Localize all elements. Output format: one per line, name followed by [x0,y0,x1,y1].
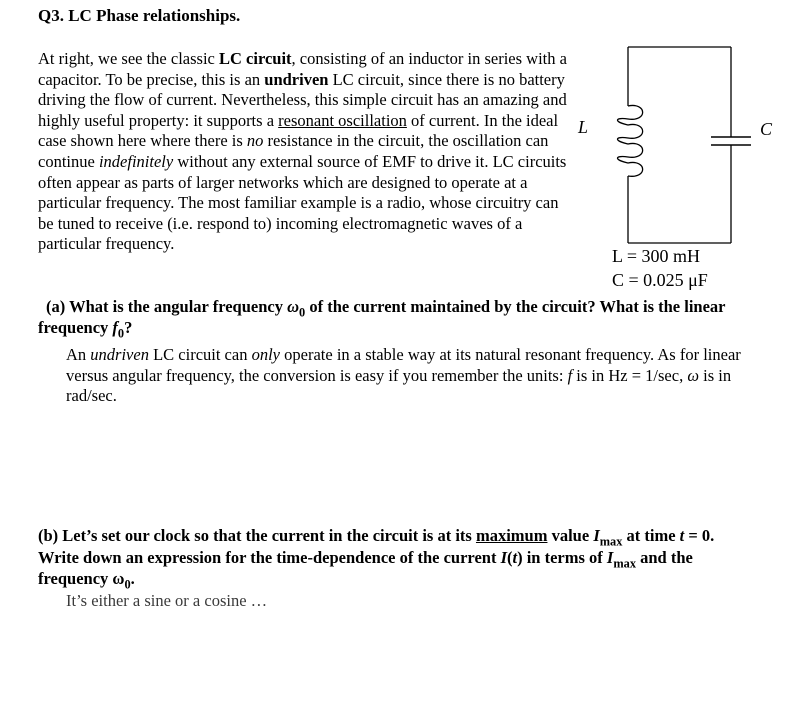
part-b-text-7: . [130,569,135,588]
intro-lc-circuit: LC circuit [218,49,292,68]
part-a-text-2: of the current maintained by the circuit? What is the linear frequency [38,297,726,337]
inductor-coil [618,105,643,176]
intro-text-4: of current. In the ideal case shown here where there is [38,110,559,151]
inductance-value: L = 300 mH [612,246,700,266]
hint-a-text-2: LC circuit can [148,345,252,364]
part-a-question [38,297,728,338]
intro-resonant-oscillation: resonant oscillation [278,110,407,130]
part-b-text-6: and the frequency [38,547,693,588]
part-b-paren-close: ) [517,547,523,567]
hint-a-text-4: is in Hz = 1/sec, [572,365,688,385]
part-a-omega-subscript: 0 [299,305,306,320]
part-b-paren-open: ( [507,547,513,567]
intro-paragraph [38,49,568,255]
part-b-text-2: value [547,526,594,545]
part-b-max-subscript: max [599,534,623,549]
intro-text-3: LC circuit, since there is no battery driving the flow of current. Nevertheless, this simple circuit has an amazing and highly useful property: it supports a [38,69,567,130]
intro-text-5: resistance in the circuit, the oscillation can continue [38,131,549,171]
hint-a-only: only [251,345,281,364]
part-a-hint [66,345,756,407]
intro-undriven: undriven [264,69,329,89]
part-b-t2: t [512,547,518,567]
intro-text-1: At right, we see the classic [38,49,219,68]
intro-no: no [246,131,264,151]
part-b-text-5: in terms of [522,547,607,567]
inductor-label: L [578,117,589,137]
hint-a-text-5: is in rad/sec. [66,365,732,406]
lc-circuit-diagram [570,40,790,245]
hint-a-omega: ω [687,365,699,385]
part-b-I2: I [606,547,614,567]
intro-text-6: without any external source of EMF to drive it. LC circuits often appear as parts of larger networks which are designed to operate at a particular frequency. The most familiar example is a radio, whose circuitry can be tuned to receive (i.e. respond to) incoming electromagnetic waves of a particular frequency. [38,151,567,254]
part-b-I: I [593,526,600,545]
part-b-text-4: = 0. Write down an expression for the time-dependence of the current [38,526,715,567]
part-b-hint: It’s either a sine or a cosine … [66,591,268,610]
question-title: Q3. LC Phase relationships. [38,6,241,25]
part-b-omega: ω [112,569,125,588]
hint-a-text-1: An [66,345,91,364]
part-b-text-1: (b) Let’s set our clock so that the current in the circuit is at its [38,526,476,545]
hint-a-undriven: undriven [90,345,149,364]
hint-a-text-3: operate in a stable way at its natural resonant frequency. As for linear versus angular frequency, the conversion is easy if you remember the units: [66,345,741,385]
capacitance-value: C = 0.025 μF [612,270,708,290]
part-b-It: I [500,547,507,567]
part-b-question [38,525,758,590]
part-a-text-1: (a) What is the angular frequency [46,297,288,316]
intro-indefinitely: indefinitely [98,151,174,171]
part-a-f-subscript: 0 [117,325,125,340]
part-b-maximum: maximum [475,526,548,545]
part-a-text-3: ? [124,317,133,337]
part-b-text-3: at time [622,526,680,545]
capacitor-label: C [760,119,773,139]
part-a-omega: ω [287,297,300,316]
part-b-max2-subscript: max [613,555,636,570]
part-a-f: f [112,317,118,337]
part-b-t: t [679,526,685,545]
hint-a-f: f [567,365,573,385]
intro-text-2: , consisting of an inductor in series with a capacitor. To be precise, this is an [38,49,567,89]
component-values [612,244,708,292]
part-b-omega-subscript: 0 [124,577,131,592]
